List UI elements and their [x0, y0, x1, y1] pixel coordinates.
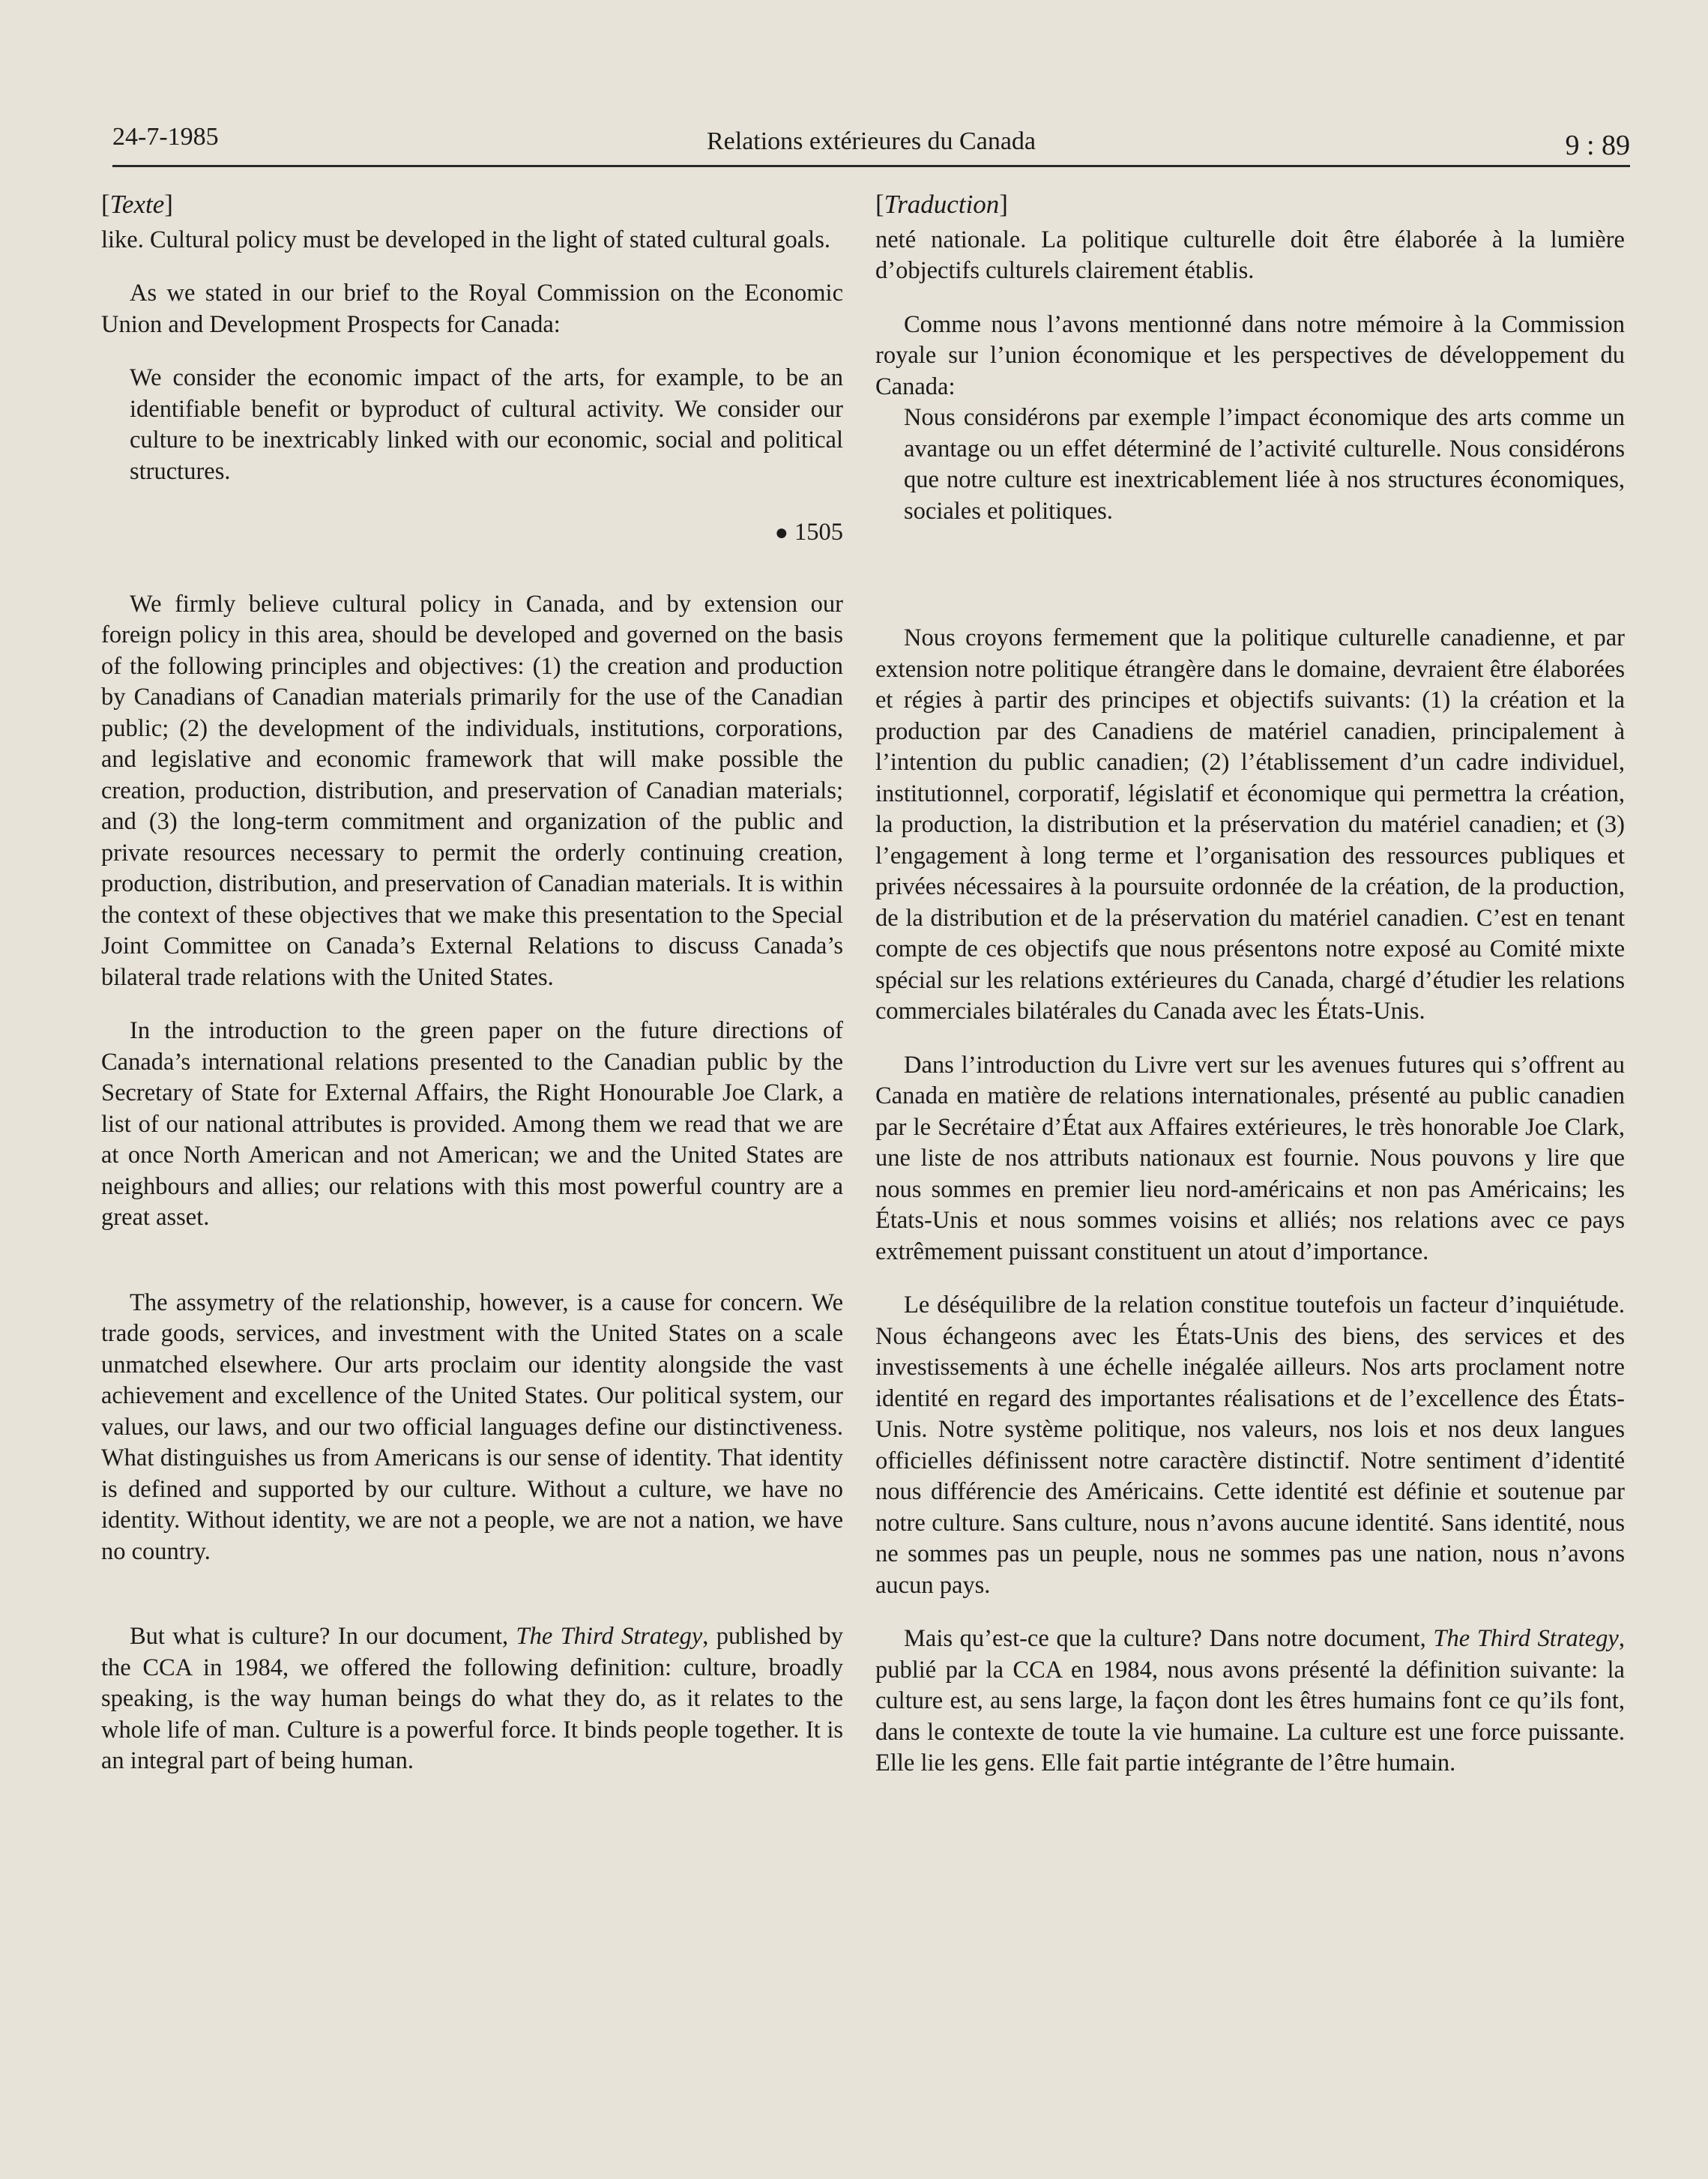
paragraph: Nous croyons fermement que la politique culturelle canadienne, et par extension notre politique étrangère dans le domaine, devraient être élaborées et régies à partir des principes et objectifs suivants: (1) la création et la production par des Canadiens de matériel canadien, principalement à l’intention du public canadien; (2) l’établissement d’un cadre individuel, institutionnel, corporatif, législatif et économique qui permettra la création, la production, la distribution et la préservation du matériel canadien; et (3) l’engagement à long terme et l’organisation des ressources publiques et privées nécessaires à la poursuite ordonnée de la création, de la production, de la distribution et de la préservation du matériel canadien. C’est en tenant compte de ces objectifs que nous présentons notre exposé au Comité mixte spécial sur les relations extérieures du Canada, chargé d’étudier les relations commerciales bilatérales du Canada avec les États-Unis. — [875, 624, 1625, 1025]
bullet-icon: ● — [774, 520, 788, 545]
paragraph: like. Cultural policy must be developed in the light of stated cultural goals. — [101, 226, 830, 253]
paragraph: We firmly believe cultural policy in Canada, and by extension our foreign policy in this area, should be developed and governed on the basis of the following principles and objectives: (1) the creation and production by Canadians of Canadian materials primarily for the use of the Canadian public; (2) the development of the individuals, institutions, corporations, and legislative and economic framework that will make possible the creation, production, distribution, and preservation of Canadian materials; and (3) the long-term commitment and organization of the public and private resources necessary to permit the orderly continuing creation, production, distribution, and preservation of Canadian materials. It is within the context of these objectives that we make this presentation to the Special Joint Committee on Canada’s External Relations to discuss Canada’s bilateral trade relations with the United States. — [101, 590, 843, 991]
paragraph: Le déséquilibre de la relation constitue toutefois un facteur d’inquiétude. Nous échangeons avec les États-Unis des biens, des services et des investissements à une échelle inégalée ailleurs. Nos arts proclament notre identité en regard des importantes réalisations et de l’excellence des États-Unis. Notre système politique, nos valeurs, nos lois et nos deux langues officielles définissent notre caractère distinctif. Notre sentiment d’identité nous différencie des Américains. Cette identité est définie et soutenue par notre culture. Sans culture, nous n’avons aucune identité. Sans identité, nous ne sommes pas un peuple, nous ne sommes pas une nation, nous n’avons aucun pays. — [875, 1292, 1625, 1599]
block-quote: We consider the economic impact of the arts, for example, to be an identifiable benefit or byproduct of cultural activity. We consider our culture to be inextricably linked with our economic, social and political structures. — [130, 364, 843, 485]
paragraph: neté nationale. La politique culturelle doit être élaborée à la lumière d’objectifs culturels clairement établis. — [875, 226, 1625, 284]
paragraph: In the introduction to the green paper on the future directions of Canada’s international relations presented to the Canadian public by the Secretary of State for External Affairs, the Right Honourable Joe Clark, a list of our national attributes is provided. Among them we read that we are at once North American and not American; we and the United States are neighbours and allies; our relations with this most powerful country are a great asset. — [101, 1017, 843, 1231]
header-title: Relations extérieures du Canada — [706, 127, 1036, 155]
document-title: The Third Strategy — [516, 1623, 703, 1650]
paragraph — [875, 1624, 1625, 1779]
text-run: , published by the CCA in 1984, we offered the following definition: culture, broadly speaking, is the way human beings do what they do, as it relates to the whole life of man. Culture is a powerful force. It binds people together. It is an integral part of being human. — [101, 1623, 843, 1774]
text-run: , publié par la CCA en 1984, nous avons présenté la définition suivante: la culture est, au sens large, la façon dont les êtres humains font ce qu’ils font, dans le contexte de toute la vie humaine. La culture est une force puissante. Elle lie les gens. Elle fait partie intégrante de l’être humain. — [875, 1625, 1625, 1776]
running-header — [112, 120, 1630, 167]
header-date: 24-7-1985 — [112, 123, 219, 151]
paragraph: As we stated in our brief to the Royal Commission on the Economic Union and Development Prospects for Canada: — [101, 280, 843, 338]
proceedings-marker — [101, 517, 843, 549]
marker-number: 1505 — [794, 519, 843, 546]
header-page-number: 9 : 89 — [1565, 130, 1630, 161]
english-column — [101, 189, 843, 1777]
paragraph: Comme nous l’avons mentionné dans notre mémoire à la Commission royale sur l’union économique et les perspectives de développement du Canada: — [875, 310, 1625, 400]
column-tag-traduction: [ Traduction ] — [875, 189, 1625, 220]
paragraph: The assymetry of the relationship, however, is a cause for concern. We trade goods, services, and investment with the United States on a scale unmatched elsewhere. Our arts proclaim our identity alongside the vast achievement and excellence of the United States. Our political system, our values, our laws, and our two official languages define our distinctiveness. What distinguishes us from Americans is our sense of identity. That identity is defined and supported by our culture. Without a culture, we have no identity. Without identity, we are not a people, we are not a nation, we have no country. — [101, 1289, 843, 1565]
text-run: But what is culture? In our document, — [130, 1623, 516, 1650]
document-title: The Third Strategy — [1433, 1625, 1619, 1652]
french-column — [875, 189, 1625, 1779]
block-quote: Nous considérons par exemple l’impact économique des arts comme un avantage ou un effet déterminé de l’activité culturelle. Nous considérons que notre culture est inextricablement liée à nos structures économiques, sociales et politiques. — [904, 404, 1625, 525]
paragraph — [101, 1621, 843, 1777]
column-tag-texte: [ Texte ] — [101, 189, 843, 220]
text-run: Mais qu’est-ce que la culture? Dans notre document, — [904, 1625, 1434, 1652]
paragraph: Dans l’introduction du Livre vert sur les avenues futures qui s’offrent au Canada en matière de relations internationales, présenté au public canadien par le Secrétaire d’État aux Affaires extérieures, le très honorable Joe Clark, une liste de nos attributs nationaux est fournie. Nous pouvons y lire que nous sommes en premier lieu nord-américains et non pas Américains; les États-Unis et nous sommes voisins et alliés; nos relations avec ce pays extrêmement puissant constituent un atout d’importance. — [875, 1051, 1625, 1265]
